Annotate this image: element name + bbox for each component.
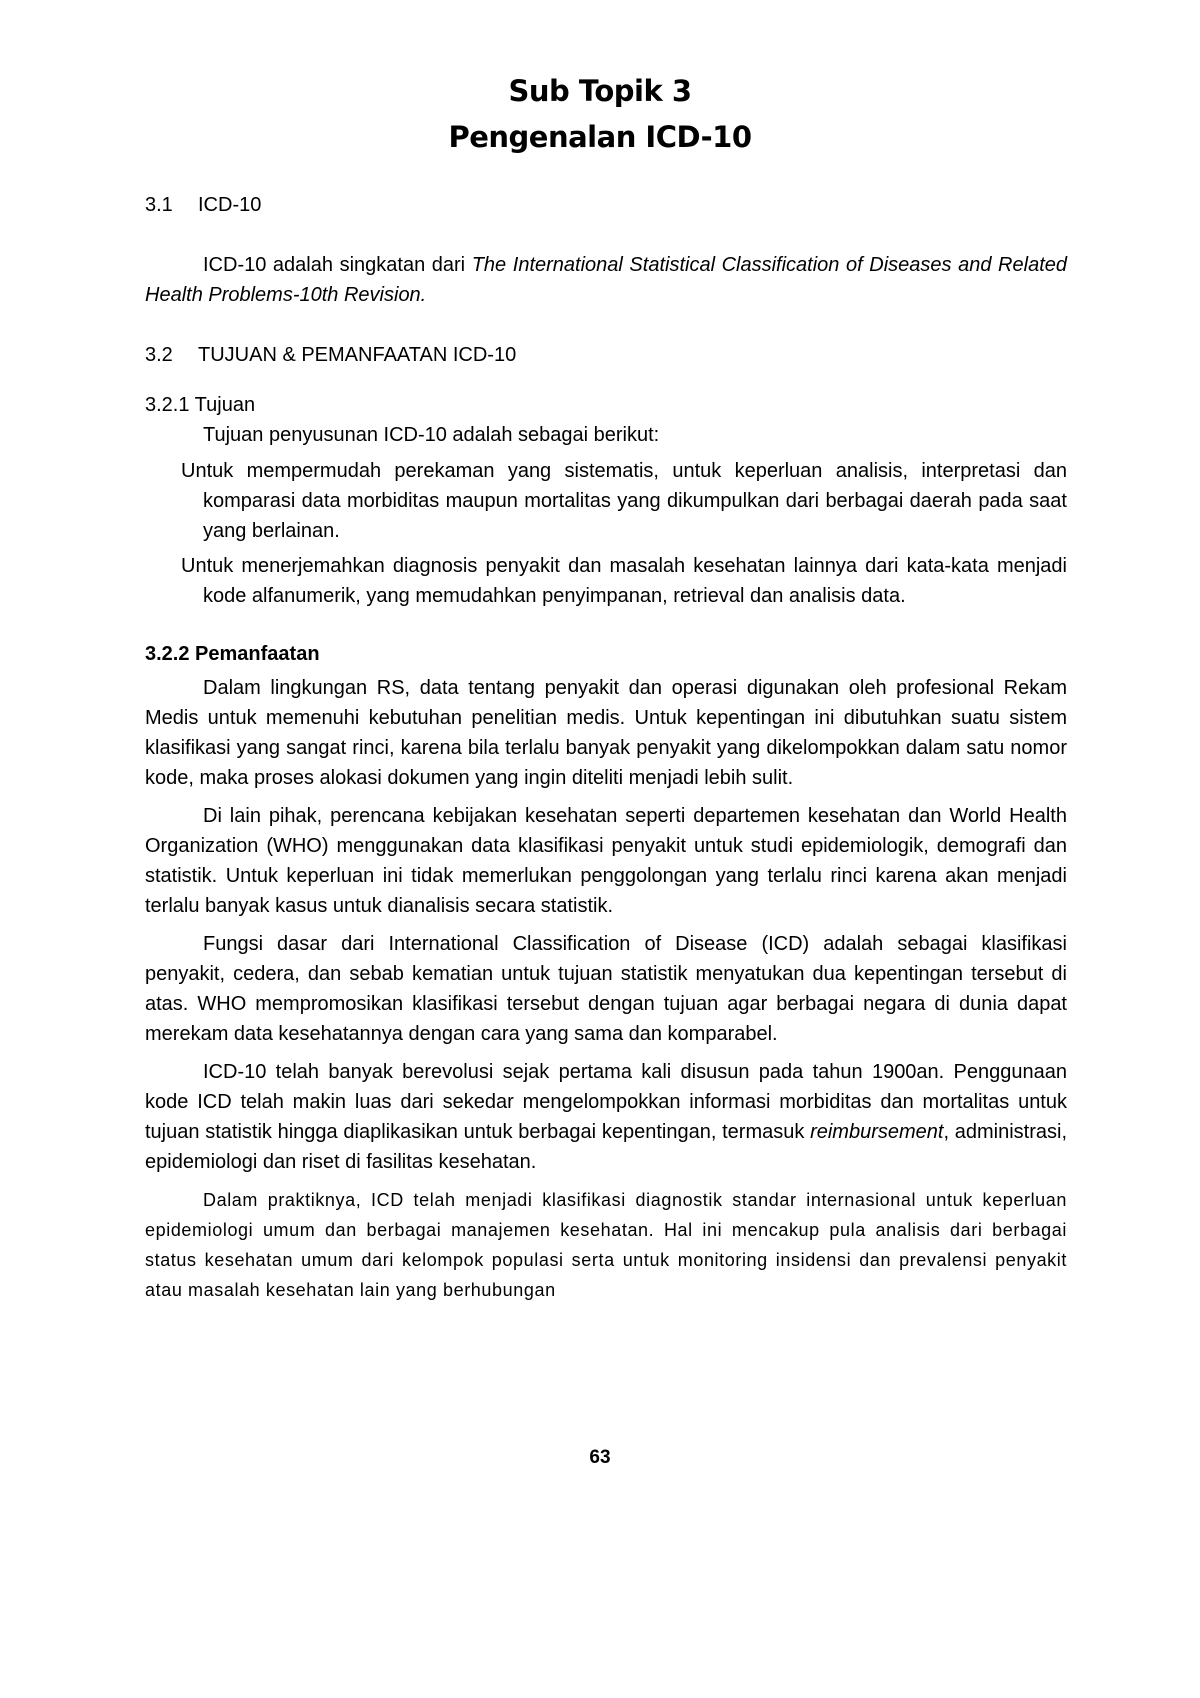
section-number: 3.1	[145, 194, 173, 216]
page-number: 63	[589, 1447, 611, 1468]
section-3-2-heading	[145, 340, 1067, 370]
topic-title: Pengenalan ICD-10	[448, 120, 752, 154]
paragraph-text: ICD-10 telah banyak berevolusi sejak pertama kali disusun pada tahun 1900an. Penggunaan kode ICD telah makin luas dari sekedar mengelompokkan informasi morbiditas dan mortalitas untuk tujuan statistik hingga diaplikasikan untuk berbagai kepentingan, termasuk	[145, 1061, 1067, 1143]
section-3-1-heading	[145, 190, 1067, 220]
pemanfaatan-paragraph: Di lain pihak, perencana kebijakan kesehatan seperti departemen kesehatan dan World Health Organization (WHO) menggunakan data klasifikasi penyakit untuk studi epidemiologik, demografi dan statistik. Untuk keperluan ini tidak memerlukan penggolongan yang terlalu rinci karena akan menjadi terlalu banyak kasus untuk dianalisis secara statistik.	[145, 805, 1067, 917]
tujuan-intro: Tujuan penyusunan ICD-10 adalah sebagai berikut:	[203, 424, 660, 446]
list-item: Untuk menerjemahkan diagnosis penyakit dan masalah kesehatan lainnya dari kata-kata menjadi kode alfanumerik, yang memudahkan penyimpanan, retrieval dan analisis data.	[181, 555, 1067, 607]
pemanfaatan-paragraph: Dalam lingkungan RS, data tentang penyakit dan operasi digunakan oleh profesional Rekam Medis untuk memenuhi kebutuhan penelitian medis. Untuk kepentingan ini dibutuhkan suatu sistem klasifikasi yang sangat rinci, karena bila terlalu banyak penyakit yang dikelompokkan dalam satu nomor kode, maka proses alokasi dokumen yang ingin diteliti menjadi lebih sulit.	[145, 677, 1067, 789]
icd-definition-paragraph	[145, 250, 1067, 310]
italic-term: reimbursement	[810, 1121, 944, 1143]
section-3-2-1-heading: 3.2.1 Tujuan	[145, 394, 256, 416]
pemanfaatan-paragraph: Dalam praktiknya, ICD telah menjadi klasifikasi diagnostik standar internasional untuk keperluan epidemiologi umum dan berbagai manajemen kesehatan. Hal ini mencakup pula analisis dari berbagai status kesehatan umum dari kelompok populasi serta untuk monitoring insidensi dan prevalensi penyakit atau masalah kesehatan lain yang berhubungan	[145, 1190, 1067, 1300]
page-content	[145, 190, 1067, 1305]
list-item: Untuk mempermudah perekaman yang sistematis, untuk keperluan analisis, interpretasi dan komparasi data morbiditas maupun mortalitas yang dikumpulkan dari berbagai daerah pada saat yang berlainan.	[181, 460, 1067, 542]
section-number: 3.2	[145, 344, 173, 366]
pemanfaatan-paragraph: Fungsi dasar dari International Classification of Disease (ICD) adalah sebagai klasifikasi penyakit, cedera, dan sebab kematian untuk tujuan statistik menyatukan dua kepentingan tersebut di atas. WHO mempromosikan klasifikasi tersebut dengan tujuan agar berbagai negara di dunia dapat merekam data kesehatannya dengan cara yang sama dan komparabel.	[145, 933, 1067, 1045]
paragraph-text: , administrasi, epidemiologi dan riset di fasilitas kesehatan.	[145, 1121, 1068, 1173]
definition-fullname: The International Statistical Classification of Diseases and Related Health Problems-10th Revision.	[145, 254, 1067, 306]
sub-topic-title: Sub Topik 3	[508, 74, 692, 108]
section-title: ICD-10	[198, 194, 262, 216]
title-block	[0, 68, 1200, 160]
section-title: TUJUAN & PEMANFAATAN ICD-10	[198, 344, 517, 366]
pemanfaatan-paragraph	[145, 1057, 1067, 1177]
section-3-2-2-heading: 3.2.2 Pemanfaatan	[145, 643, 320, 665]
definition-prefix: ICD-10 adalah singkatan dari	[203, 254, 472, 276]
